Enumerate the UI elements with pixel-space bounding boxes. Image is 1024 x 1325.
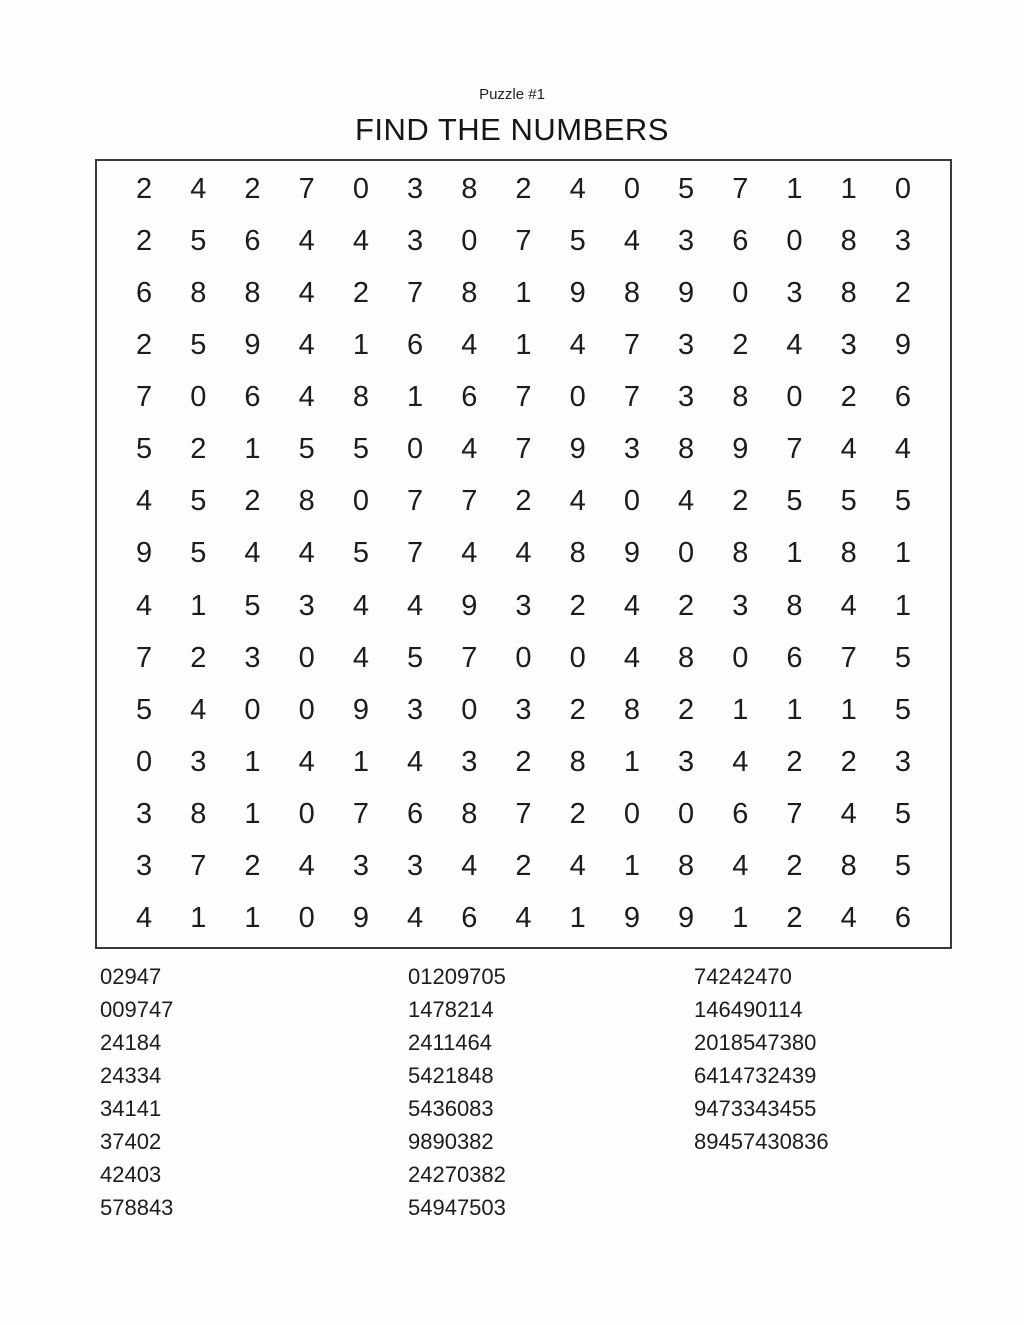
grid-cell-r7-c10: 0 [623, 485, 640, 518]
grid-cell-r4-c9: 4 [569, 328, 586, 361]
grid-cell-r12-c1: 0 [136, 746, 153, 779]
grid-cell-r6-c8: 7 [515, 433, 532, 466]
grid-cell-r5-c5: 8 [352, 381, 369, 414]
grid-cell-r2-c6: 3 [407, 224, 424, 257]
grid-cell-r3-c6: 7 [407, 276, 424, 309]
grid-cell-r7-c1: 4 [136, 485, 153, 518]
grid-cell-r12-c14: 2 [840, 746, 857, 779]
word-list-item: 02947 [100, 964, 162, 989]
grid-cell-r4-c10: 7 [623, 328, 640, 361]
grid-cell-r15-c12: 1 [732, 902, 749, 935]
grid-cell-r14-c1: 3 [136, 850, 153, 883]
grid-cell-r5-c1: 7 [136, 381, 153, 414]
grid-cell-r2-c7: 0 [461, 224, 478, 257]
grid-cell-r2-c8: 7 [515, 224, 532, 257]
grid-cell-r5-c3: 6 [244, 381, 261, 414]
grid-cell-r5-c10: 7 [623, 381, 640, 414]
word-list-item: 89457430836 [694, 1129, 829, 1154]
grid-cell-r3-c9: 9 [569, 276, 586, 309]
grid-cell-r11-c14: 1 [840, 693, 857, 726]
grid-cell-r8-c6: 7 [407, 537, 424, 570]
grid-cell-r13-c12: 6 [732, 798, 749, 831]
grid-cell-r10-c11: 8 [678, 641, 695, 674]
grid-cell-r10-c6: 5 [407, 641, 424, 674]
grid-cell-r5-c9: 0 [569, 381, 586, 414]
grid-cell-r3-c8: 1 [515, 276, 532, 309]
grid-cell-r15-c8: 4 [515, 902, 532, 935]
grid-cell-r6-c14: 4 [840, 433, 857, 466]
grid-cell-r6-c6: 0 [407, 433, 424, 466]
grid-cell-r7-c7: 7 [461, 485, 478, 518]
word-list-item: 24184 [100, 1030, 162, 1055]
grid-cell-r14-c15: 5 [894, 850, 911, 883]
grid-cell-r10-c15: 5 [894, 641, 911, 674]
grid-cell-r8-c1: 9 [136, 537, 153, 570]
grid-cell-r14-c8: 2 [515, 850, 532, 883]
grid-cell-r8-c3: 4 [244, 537, 261, 570]
grid-cell-r14-c14: 8 [840, 850, 857, 883]
grid-cell-r4-c7: 4 [461, 328, 478, 361]
grid-cell-r12-c6: 4 [407, 746, 424, 779]
grid-cell-r5-c12: 8 [732, 381, 749, 414]
word-list-item: 5421848 [408, 1063, 494, 1088]
grid-cell-r7-c4: 8 [298, 485, 315, 518]
page-title: FIND THE NUMBERS [354, 112, 669, 147]
grid-cell-r2-c1: 2 [136, 224, 153, 257]
grid-cell-r3-c1: 6 [136, 276, 153, 309]
grid-cell-r15-c14: 4 [840, 902, 857, 935]
grid-cell-r15-c4: 0 [298, 902, 315, 935]
grid-cell-r2-c10: 4 [623, 224, 640, 257]
grid-cell-r14-c13: 2 [786, 850, 803, 883]
grid-cell-r15-c1: 4 [136, 902, 153, 935]
grid-cell-r5-c15: 6 [894, 381, 911, 414]
grid-cell-r2-c12: 6 [732, 224, 749, 257]
grid-cell-r3-c5: 2 [352, 276, 369, 309]
grid-cell-r3-c14: 8 [840, 276, 857, 309]
grid-cell-r10-c5: 4 [352, 641, 369, 674]
grid-cell-r7-c2: 5 [190, 485, 207, 518]
grid-cell-r9-c11: 2 [678, 589, 695, 622]
grid-cell-r10-c13: 6 [786, 641, 803, 674]
grid-cell-r8-c5: 5 [352, 537, 369, 570]
grid-cell-r2-c13: 0 [786, 224, 803, 257]
grid-cell-r15-c3: 1 [244, 902, 261, 935]
grid-cell-r14-c12: 4 [732, 850, 749, 883]
grid-cell-r10-c1: 7 [136, 641, 153, 674]
grid-cell-r6-c13: 7 [786, 433, 803, 466]
number-grid [95, 159, 952, 949]
grid-cell-r13-c11: 0 [678, 798, 695, 831]
grid-cell-r3-c3: 8 [244, 276, 261, 309]
grid-cell-r3-c4: 4 [298, 276, 315, 309]
grid-cell-r7-c8: 2 [515, 485, 532, 518]
grid-cell-r1-c2: 4 [190, 172, 207, 205]
grid-cell-r8-c7: 4 [461, 537, 478, 570]
grid-cell-r6-c10: 3 [623, 433, 640, 466]
grid-cell-r14-c10: 1 [623, 850, 640, 883]
grid-cell-r12-c4: 4 [298, 746, 315, 779]
grid-cell-r5-c6: 1 [407, 381, 424, 414]
grid-cell-r14-c11: 8 [678, 850, 695, 883]
grid-cell-r1-c12: 7 [732, 172, 749, 205]
grid-cell-r7-c14: 5 [840, 485, 857, 518]
grid-cell-r6-c1: 5 [136, 433, 153, 466]
grid-cell-r11-c6: 3 [407, 693, 424, 726]
grid-cell-r9-c5: 4 [352, 589, 369, 622]
grid-cell-r10-c10: 4 [623, 641, 640, 674]
grid-cell-r1-c5: 0 [352, 172, 369, 205]
word-list-item: 42403 [100, 1162, 162, 1187]
grid-cell-r5-c2: 0 [190, 381, 207, 414]
grid-cell-r6-c2: 2 [190, 433, 207, 466]
grid-cell-r11-c3: 0 [244, 693, 261, 726]
grid-cell-r14-c2: 7 [190, 850, 207, 883]
word-list-item: 24334 [100, 1063, 162, 1088]
grid-cell-r2-c9: 5 [569, 224, 586, 257]
grid-cell-r1-c1: 2 [136, 172, 153, 205]
grid-cell-r1-c4: 7 [298, 172, 315, 205]
grid-cell-r5-c4: 4 [298, 381, 315, 414]
grid-cell-r11-c8: 3 [515, 693, 532, 726]
grid-cell-r9-c4: 3 [298, 589, 315, 622]
grid-cell-r5-c8: 7 [515, 381, 532, 414]
grid-cell-r9-c7: 9 [461, 589, 478, 622]
grid-cell-r6-c9: 9 [569, 433, 586, 466]
grid-cell-r11-c2: 4 [190, 693, 207, 726]
grid-cell-r14-c9: 4 [569, 850, 586, 883]
grid-cell-r9-c1: 4 [136, 589, 153, 622]
grid-cell-r11-c13: 1 [786, 693, 803, 726]
grid-cell-r12-c12: 4 [732, 746, 749, 779]
grid-cell-r13-c7: 8 [461, 798, 478, 831]
grid-cell-r9-c14: 4 [840, 589, 857, 622]
word-list-item: 9890382 [408, 1129, 494, 1154]
grid-cell-r13-c6: 6 [407, 798, 424, 831]
word-list-item: 009747 [100, 997, 174, 1022]
grid-cell-r15-c9: 1 [569, 902, 586, 935]
grid-cell-r3-c7: 8 [461, 276, 478, 309]
grid-cell-r4-c14: 3 [840, 328, 857, 361]
grid-cell-r12-c13: 2 [786, 746, 803, 779]
grid-cell-r13-c2: 8 [190, 798, 207, 831]
grid-cell-r11-c1: 5 [136, 693, 153, 726]
grid-cell-r9-c3: 5 [244, 589, 261, 622]
grid-cell-r4-c13: 4 [786, 328, 803, 361]
grid-cell-r10-c3: 3 [244, 641, 261, 674]
grid-cell-r8-c14: 8 [840, 537, 857, 570]
grid-cell-r1-c15: 0 [894, 172, 911, 205]
grid-cell-r14-c6: 3 [407, 850, 424, 883]
grid-cell-r12-c10: 1 [623, 746, 640, 779]
grid-cell-r1-c6: 3 [407, 172, 424, 205]
grid-cell-r11-c12: 1 [732, 693, 749, 726]
grid-cell-r5-c11: 3 [678, 381, 695, 414]
grid-cell-r15-c11: 9 [678, 902, 695, 935]
grid-cell-r10-c14: 7 [840, 641, 857, 674]
grid-cell-r13-c10: 0 [623, 798, 640, 831]
grid-cell-r15-c10: 9 [623, 902, 640, 935]
grid-cell-r7-c6: 7 [407, 485, 424, 518]
grid-cell-r4-c2: 5 [190, 328, 207, 361]
word-list-item: 01209705 [408, 964, 506, 989]
grid-cell-r6-c15: 4 [894, 433, 911, 466]
grid-cell-r8-c15: 1 [894, 537, 911, 570]
grid-cell-r10-c7: 7 [461, 641, 478, 674]
grid-cell-r6-c11: 8 [678, 433, 695, 466]
grid-cell-r3-c11: 9 [678, 276, 695, 309]
grid-cell-r2-c15: 3 [894, 224, 911, 257]
word-list-item: 34141 [100, 1096, 162, 1121]
grid-cell-r5-c13: 0 [786, 381, 803, 414]
grid-cell-r2-c3: 6 [244, 224, 261, 257]
word-list-item: 2411464 [408, 1030, 493, 1055]
grid-cell-r12-c2: 3 [190, 746, 207, 779]
grid-cell-r7-c15: 5 [894, 485, 911, 518]
grid-cell-r1-c8: 2 [515, 172, 532, 205]
grid-cell-r1-c11: 5 [678, 172, 695, 205]
word-list-item: 24270382 [408, 1162, 506, 1187]
grid-cell-r6-c3: 1 [244, 433, 261, 466]
word-list-item: 146490114 [694, 997, 803, 1022]
grid-cell-r4-c8: 1 [515, 328, 532, 361]
grid-cell-r1-c13: 1 [786, 172, 803, 205]
grid-cell-r15-c13: 2 [786, 902, 803, 935]
grid-cell-r8-c4: 4 [298, 537, 315, 570]
grid-cell-r2-c11: 3 [678, 224, 695, 257]
grid-cell-r12-c7: 3 [461, 746, 478, 779]
grid-cell-r12-c5: 1 [352, 746, 369, 779]
grid-cell-r8-c8: 4 [515, 537, 532, 570]
grid-cell-r4-c5: 1 [352, 328, 369, 361]
grid-cell-r11-c9: 2 [569, 693, 586, 726]
word-list-item: 37402 [100, 1129, 162, 1154]
grid-cell-r10-c4: 0 [298, 641, 315, 674]
grid-cell-r2-c14: 8 [840, 224, 857, 257]
grid-cell-r11-c5: 9 [352, 693, 369, 726]
grid-cell-r13-c1: 3 [136, 798, 153, 831]
grid-cell-r4-c11: 3 [678, 328, 695, 361]
grid-cell-r15-c5: 9 [352, 902, 369, 935]
grid-cell-r1-c3: 2 [244, 172, 261, 205]
grid-cell-r10-c9: 0 [569, 641, 586, 674]
grid-cell-r9-c6: 4 [407, 589, 424, 622]
grid-cell-r8-c12: 8 [732, 537, 749, 570]
word-list-item: 54947503 [408, 1195, 506, 1220]
grid-cell-r8-c9: 8 [569, 537, 586, 570]
grid-cell-r13-c14: 4 [840, 798, 857, 831]
grid-cell-r10-c12: 0 [732, 641, 749, 674]
grid-cell-r4-c12: 2 [732, 328, 749, 361]
grid-cell-r8-c13: 1 [786, 537, 803, 570]
grid-cell-r9-c15: 1 [894, 589, 911, 622]
grid-cell-r9-c8: 3 [515, 589, 532, 622]
grid-cell-r9-c2: 1 [190, 589, 207, 622]
grid-cell-r3-c15: 2 [894, 276, 911, 309]
grid-cell-r3-c2: 8 [190, 276, 207, 309]
grid-cell-r1-c9: 4 [569, 172, 586, 205]
grid-cell-r11-c7: 0 [461, 693, 478, 726]
grid-cell-r1-c7: 8 [461, 172, 478, 205]
grid-cell-r11-c11: 2 [678, 693, 695, 726]
word-list-column-3 [694, 960, 829, 1158]
grid-cell-r15-c7: 6 [461, 902, 478, 935]
grid-cell-r10-c8: 0 [515, 641, 532, 674]
grid-cell-r4-c4: 4 [298, 328, 315, 361]
grid-cell-r10-c2: 2 [190, 641, 207, 674]
word-list-item: 578843 [100, 1195, 174, 1220]
grid-cell-r12-c8: 2 [515, 746, 532, 779]
grid-cell-r6-c4: 5 [298, 433, 315, 466]
grid-cell-r14-c5: 3 [352, 850, 369, 883]
grid-cell-r14-c7: 4 [461, 850, 478, 883]
word-list-item: 74242470 [694, 964, 792, 989]
grid-cell-r13-c13: 7 [786, 798, 803, 831]
grid-cell-r4-c3: 9 [244, 328, 261, 361]
grid-cell-r5-c14: 2 [840, 381, 857, 414]
grid-cell-r4-c15: 9 [894, 328, 911, 361]
grid-cell-r11-c15: 5 [894, 693, 911, 726]
grid-cell-r7-c11: 4 [678, 485, 695, 518]
grid-cell-r9-c12: 3 [732, 589, 749, 622]
grid-cell-r3-c12: 0 [732, 276, 749, 309]
grid-cell-r12-c15: 3 [894, 746, 911, 779]
grid-cell-r15-c15: 6 [894, 902, 911, 935]
puzzle-number-label: Puzzle #1 [479, 86, 545, 103]
grid-cell-r4-c1: 2 [136, 328, 153, 361]
word-list-item: 5436083 [408, 1096, 494, 1121]
grid-cell-r8-c10: 9 [623, 537, 640, 570]
grid-cell-r7-c9: 4 [569, 485, 586, 518]
grid-cell-r5-c7: 6 [461, 381, 478, 414]
grid-cell-r2-c2: 5 [190, 224, 207, 257]
word-list-column-2 [408, 960, 506, 1224]
grid-cell-r6-c12: 9 [732, 433, 749, 466]
grid-cell-r7-c12: 2 [732, 485, 749, 518]
grid-cell-r6-c7: 4 [461, 433, 478, 466]
grid-cell-r9-c10: 4 [623, 589, 640, 622]
grid-cell-r8-c11: 0 [678, 537, 695, 570]
grid-cell-r13-c3: 1 [244, 798, 261, 831]
grid-cell-r2-c4: 4 [298, 224, 315, 257]
word-list-item: 1478214 [408, 997, 494, 1022]
grid-cell-r12-c11: 3 [678, 746, 695, 779]
grid-cell-r13-c8: 7 [515, 798, 532, 831]
grid-cell-r15-c6: 4 [407, 902, 424, 935]
grid-cell-r6-c5: 5 [352, 433, 369, 466]
word-list-column-1 [100, 960, 173, 1224]
grid-cell-r13-c15: 5 [894, 798, 911, 831]
grid-cell-r8-c2: 5 [190, 537, 207, 570]
grid-cell-r14-c3: 2 [244, 850, 261, 883]
grid-cell-r3-c10: 8 [623, 276, 640, 309]
grid-cell-r11-c4: 0 [298, 693, 315, 726]
grid-cell-r4-c6: 6 [407, 328, 424, 361]
grid-cell-r13-c5: 7 [352, 798, 369, 831]
grid-cell-r15-c2: 1 [190, 902, 207, 935]
grid-cell-r9-c9: 2 [569, 589, 586, 622]
word-list [0, 960, 1024, 1220]
grid-cell-r1-c10: 0 [623, 172, 640, 205]
grid-cell-r9-c13: 8 [786, 589, 803, 622]
grid-cell-r13-c9: 2 [569, 798, 586, 831]
grid-cell-r12-c3: 1 [244, 746, 261, 779]
word-list-item: 9473343455 [694, 1096, 817, 1121]
grid-cell-r12-c9: 8 [569, 746, 586, 779]
word-list-item: 6414732439 [694, 1063, 817, 1088]
grid-cell-r7-c3: 2 [244, 485, 261, 518]
word-list-item: 2018547380 [694, 1030, 817, 1055]
grid-cell-r1-c14: 1 [840, 172, 857, 205]
grid-cell-r2-c5: 4 [352, 224, 369, 257]
grid-cell-r3-c13: 3 [786, 276, 803, 309]
grid-cell-r11-c10: 8 [623, 693, 640, 726]
grid-cell-r7-c5: 0 [352, 485, 369, 518]
grid-cell-r13-c4: 0 [298, 798, 315, 831]
grid-cell-r14-c4: 4 [298, 850, 315, 883]
grid-cell-r7-c13: 5 [786, 485, 803, 518]
